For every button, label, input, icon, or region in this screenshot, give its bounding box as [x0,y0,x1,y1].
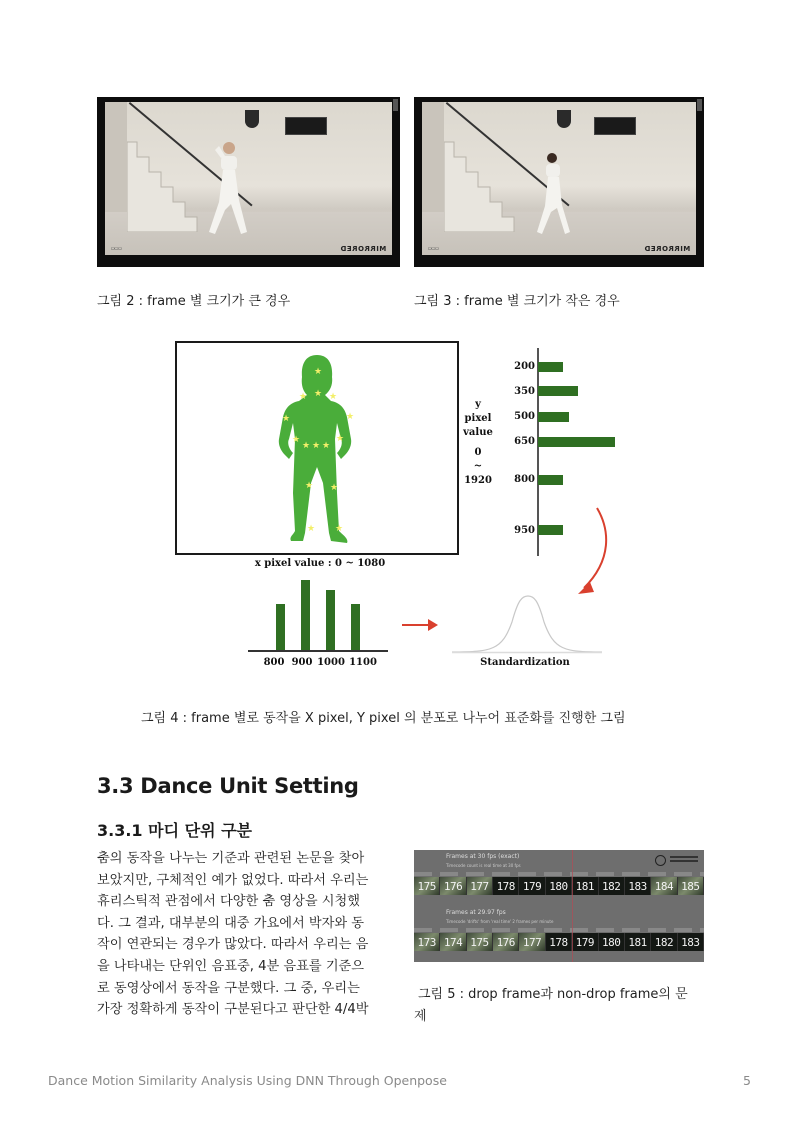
timecode-comparison-figure [414,850,704,962]
svg-text:★: ★ [328,392,338,402]
body-line: 휴리스틱적 관점에서 다양한 춤 영상을 시청했 [97,894,361,910]
frame-cell: 177 [467,877,493,895]
x-tick-label: 800 [263,657,285,668]
body-line: 로 동영상에서 동작을 구분했다. 그 중, 우리는 [97,980,360,996]
timecode-marker-line [572,850,573,962]
x-tick-label: 1000 [317,657,345,668]
row1-title: Frames at 30 fps (exact) [446,853,520,860]
logo-icon [655,855,666,866]
svg-text:★: ★ [313,389,323,399]
frame-cell: 180 [599,933,625,951]
frame-cell: 176 [493,933,519,951]
frame-cell: 182 [599,877,625,895]
frame-cell: 179 [519,877,545,895]
curved-arrow-icon [570,500,620,600]
y-tick-label: 950 [514,525,535,536]
y-tick-label: 350 [514,386,535,397]
y-bar [538,362,563,372]
svg-text:★: ★ [291,435,301,445]
x-bar [276,604,285,650]
x-tick-label: 900 [291,657,313,668]
frame-cell: 178 [546,933,572,951]
right-arrow-icon [400,618,440,632]
x-tick-label: 1100 [349,657,377,668]
dance-room-scene [105,102,392,255]
row2-subtitle: Timecode 'drifts' from 'real time' 2 frames per minute [446,919,554,924]
row1-frame-strip [414,877,704,895]
frame-cell: 175 [467,933,493,951]
svg-text:★: ★ [311,441,321,451]
frame-cell: 177 [519,933,545,951]
x-bar [326,590,335,650]
normal-distribution-curve [452,592,602,654]
figure-3-video-frame [414,97,704,267]
y-tick-label: 800 [514,474,535,485]
body-line: 춤의 동작을 나누는 기준과 관련된 논문을 찾아 [97,851,365,866]
wall-tv-icon [285,117,327,135]
dancer-figure [203,140,253,240]
footer-title: Dance Motion Similarity Analysis Using DNN Through Openpose [48,1073,447,1088]
frame-cell: 178 [493,877,519,895]
x-axis-label: x pixel value : 0 ~ 1080 [254,558,386,569]
frame-cell: 184 [651,877,677,895]
frame-cell: 176 [440,877,466,895]
row2-frame-strip [414,933,704,951]
body-line: 보았지만, 구체적인 예가 없었다. 따라서 우리는 [97,872,369,888]
figure-2-caption: 그림 2 : frame 별 크기가 큰 경우 [97,294,291,309]
svg-text:★: ★ [304,481,314,491]
frame-cell: 174 [440,933,466,951]
body-line: 을 나타내는 단위인 음표중, 4분 음표를 기준으 [97,958,365,974]
pose-frame-box [175,341,459,555]
video-watermark-right: MIRRORED [643,245,690,253]
frame-cell: 183 [678,933,704,951]
row2-title: Frames at 29.97 fps [446,909,506,916]
body-line: 작이 연관되는 경우가 많았다. 따라서 우리는 음 [97,937,369,953]
body-paragraph [97,848,387,1021]
frame-cell: 183 [625,877,651,895]
row1-subtitle: Timecode count is real time at 30 fps [446,863,521,868]
svg-text:★: ★ [298,392,308,402]
video-corner-icon [697,99,702,111]
person-silhouette [177,343,457,553]
y-bar [538,437,615,447]
video-watermark-right: MIRRORED [339,245,386,253]
figure-5-caption: 그림 5 : drop frame과 non-drop frame의 문 제 [414,987,688,1024]
dancer-figure [532,150,574,240]
chandelier-icon [245,110,259,128]
x-bar [301,580,310,650]
frame-cell: 179 [572,933,598,951]
wall-tv-icon [594,117,636,135]
standardization-label: Standardization [480,657,570,668]
figure-3-caption: 그림 3 : frame 별 크기가 작은 경우 [414,294,620,309]
svg-text:★: ★ [335,434,345,444]
y-axis-label: y pixel value 0 ~ 1920 [463,399,493,486]
logo-text [670,856,698,858]
svg-text:★: ★ [334,524,344,534]
staircase-icon [444,132,539,232]
video-watermark-left: ▭▭▭ [111,245,122,252]
dance-room-scene [422,102,696,255]
svg-text:★: ★ [321,441,331,451]
y-tick-label: 200 [514,361,535,372]
body-line: 가장 정확하게 동작이 구분된다고 판단한 4/4박 [97,1002,369,1018]
y-tick-label: 650 [514,436,535,447]
video-watermark-left: ▭▭▭ [428,245,439,252]
svg-text:★: ★ [306,524,316,534]
subsection-heading: 3.3.1 마디 단위 구분 [97,821,253,840]
body-line: 다. 그 결과, 대부분의 대중 가요에서 박자와 동 [97,915,365,931]
frame-cell: 180 [546,877,572,895]
svg-text:★: ★ [329,483,339,493]
section-heading: 3.3 Dance Unit Setting [97,774,359,798]
frame-cell: 173 [414,933,440,951]
frame-cell: 181 [572,877,598,895]
y-tick-label: 500 [514,411,535,422]
x-bar [351,604,360,650]
svg-text:★: ★ [301,441,311,451]
figure-4-caption: 그림 4 : frame 별로 동작을 X pixel, Y pixel 의 분포로 나누어 표준화를 진행한 그림 [141,711,626,726]
y-bar [538,412,569,422]
frame-cell: 175 [414,877,440,895]
svg-text:★: ★ [281,414,291,424]
y-bar [538,525,563,535]
x-chart-axis [248,650,388,652]
svg-text:★: ★ [345,412,355,422]
video-corner-icon [393,99,398,111]
figure-2-video-frame [97,97,400,267]
svg-text:★: ★ [313,367,323,377]
frame-cell: 181 [625,933,651,951]
chandelier-icon [557,110,571,128]
y-bar [538,475,563,485]
page-number: 5 [743,1073,751,1088]
y-bar [538,386,578,396]
frame-cell: 185 [678,877,704,895]
frame-cell: 182 [651,933,677,951]
